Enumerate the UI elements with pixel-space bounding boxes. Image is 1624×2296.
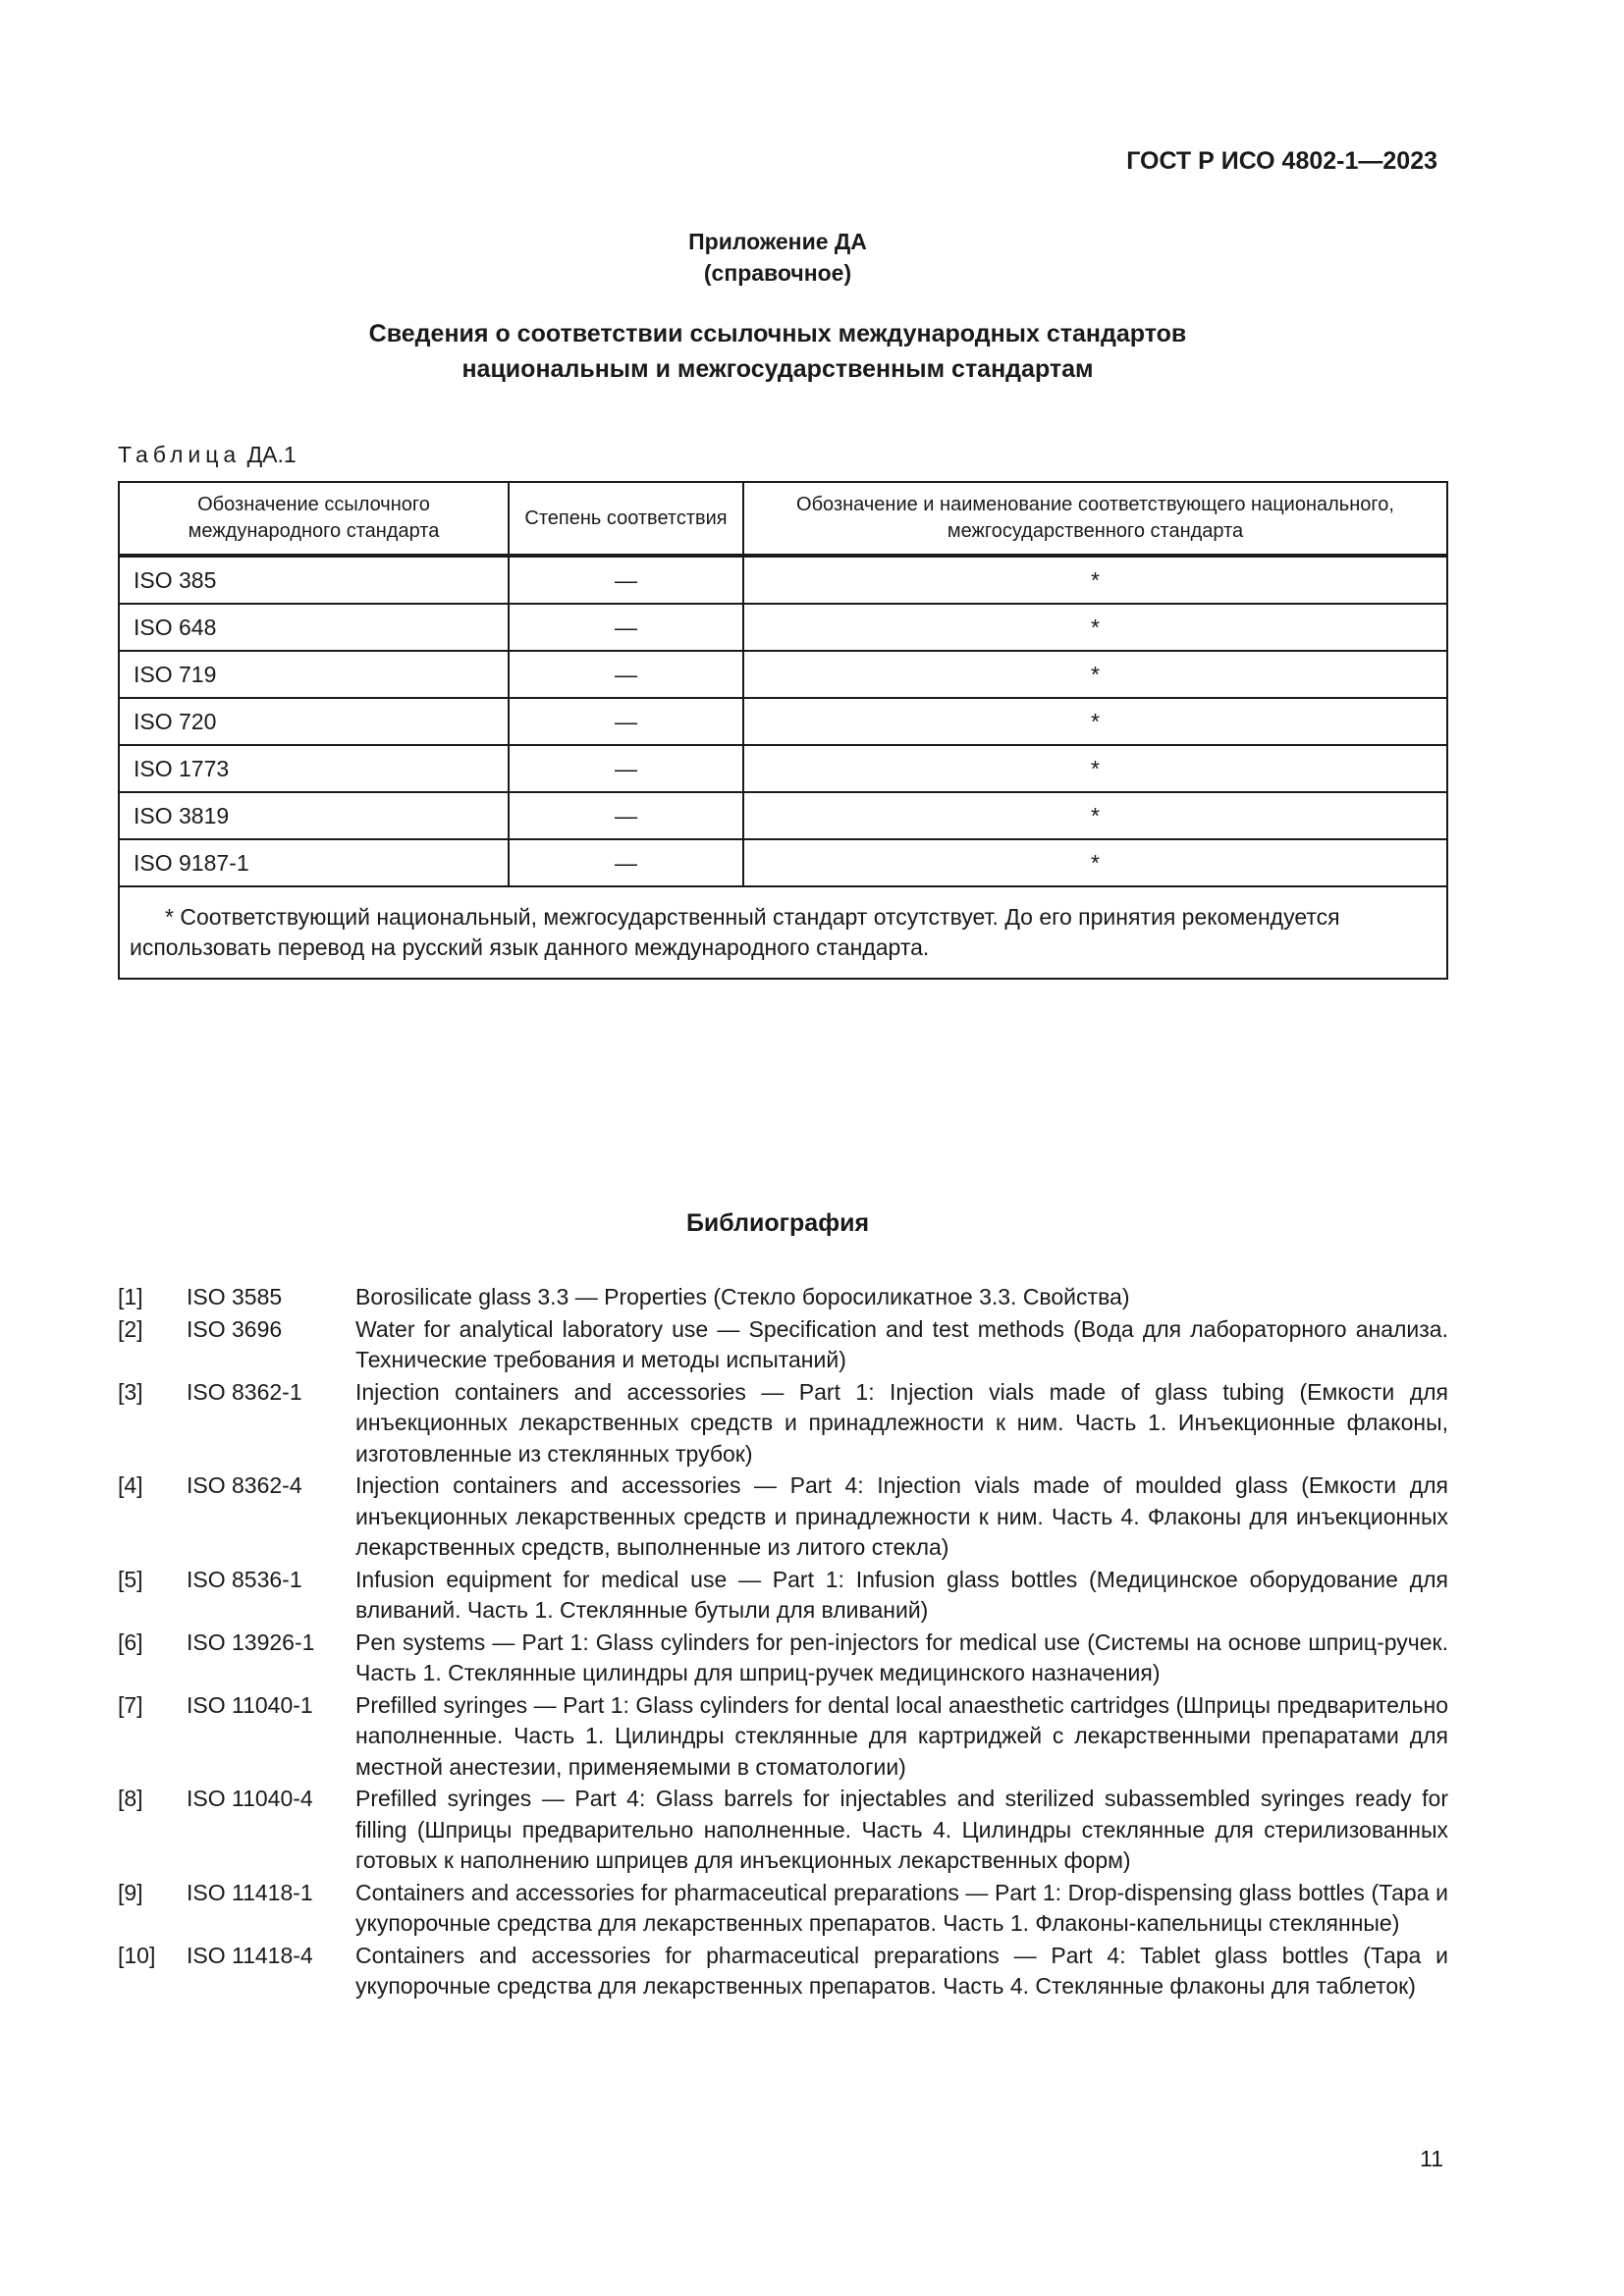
entry-number: [5] <box>118 1566 143 1592</box>
entry-title: Prefilled syringes — Part 4: Glass barrels for injectables and sterilized subassembled syringes ready for filling (Шприцы предварительно наполненные. Часть 4. Цилиндры стеклянные для стерилизованных готовых к наполнению шприцев для инъекционных лекарственных форм) <box>355 1786 1448 1873</box>
entry-standard-code: ISO 3696 <box>187 1315 283 1342</box>
national-standard-cell: * <box>743 556 1447 604</box>
entry-title: Pen systems — Part 1: Glass cylinders for pen-injectors for medical use (Системы на основе шприц-ручек. Часть 1. Стеклянные цилиндры для шприц-ручек медицинского назначения) <box>355 1629 1448 1685</box>
column-header-standard: Обозначение ссылочного международного стандарта <box>119 482 509 556</box>
entry-title: Prefilled syringes — Part 1: Glass cylinders for dental local anaesthetic cartridges (Шприцы предварительно наполненные. Часть 1. Цилиндры стеклянные для картриджей с лекарственными препаратами для местной анестезии, применяемыми в стоматологии) <box>355 1691 1448 1780</box>
table-caption-id: ДА.1 <box>246 442 297 467</box>
table-row <box>119 651 1447 698</box>
entry-standard-code: ISO 11040-4 <box>187 1786 313 1811</box>
bibliography-entry <box>118 1690 1448 1784</box>
bibliography-entry <box>118 1282 1448 1313</box>
degree-cell: — <box>509 839 743 886</box>
appendix-label: Приложение ДА <box>688 229 867 254</box>
section-title-line-1: Сведения о соответствии ссылочных международных стандартов <box>368 320 1187 347</box>
table-row <box>119 839 1447 886</box>
standard-cell: ISO 719 <box>119 651 509 698</box>
entry-number: [9] <box>118 1879 143 1905</box>
bibliography-entry <box>118 1314 1448 1376</box>
degree-cell: — <box>509 651 743 698</box>
degree-cell: — <box>509 556 743 604</box>
page-number: 11 <box>1420 2146 1443 2171</box>
appendix-heading <box>0 226 1555 289</box>
degree-cell: — <box>509 604 743 651</box>
entry-number: [8] <box>118 1786 143 1811</box>
table-row <box>119 698 1447 745</box>
entry-standard-code: ISO 8536-1 <box>187 1566 302 1592</box>
entry-number: [3] <box>118 1378 143 1405</box>
standard-cell: ISO 385 <box>119 556 509 604</box>
entry-title: Water for analytical laboratory use — Specification and test methods (Вода для лабораторного анализа. Технические требования и методы испытаний) <box>355 1315 1448 1372</box>
standard-cell: ISO 648 <box>119 604 509 651</box>
national-standard-cell: * <box>743 604 1447 651</box>
entry-number: [1] <box>118 1284 143 1309</box>
bibliography-list <box>118 1282 1448 2003</box>
standards-correspondence-table <box>118 481 1448 980</box>
standard-cell: ISO 720 <box>119 698 509 745</box>
table-caption <box>118 442 297 468</box>
national-standard-cell: * <box>743 745 1447 792</box>
section-title-line-2: национальным и межгосударственным стандартам <box>461 355 1094 383</box>
bibliography-entry <box>118 1878 1448 1940</box>
bibliography-entry <box>118 1941 1448 2002</box>
bibliography-entry <box>118 1470 1448 1564</box>
national-standard-cell: * <box>743 698 1447 745</box>
entry-number: [7] <box>118 1691 143 1718</box>
bibliography-entry <box>118 1377 1448 1470</box>
bibliography-entry <box>118 1784 1448 1877</box>
entry-number: [6] <box>118 1629 143 1655</box>
national-standard-cell: * <box>743 792 1447 839</box>
entry-title: Containers and accessories for pharmaceutical preparations — Part 4: Tablet glass bottles (Тара и укупорочные средства для лекарственных препаратов. Часть 4. Стеклянные флаконы для таблеток) <box>355 1942 1448 1999</box>
standard-cell: ISO 9187-1 <box>119 839 509 886</box>
degree-cell: — <box>509 745 743 792</box>
document-id: ГОСТ Р ИСО 4802-1—2023 <box>1126 147 1437 175</box>
table-row <box>119 604 1447 651</box>
section-title <box>0 316 1555 387</box>
table-footnote <box>119 886 1447 979</box>
table-footnote-row <box>119 886 1447 979</box>
standard-cell: ISO 3819 <box>119 792 509 839</box>
entry-number: [4] <box>118 1472 143 1498</box>
table-header-row <box>119 482 1447 556</box>
table-footnote-text: * Соответствующий национальный, межгосударственный стандарт отсутствует. До его принятия рекомендуется использовать перевод на русский язык данного международного стандарта. <box>130 904 1340 960</box>
national-standard-cell: * <box>743 839 1447 886</box>
table-row <box>119 556 1447 604</box>
column-header-national: Обозначение и наименование соответствующего национального, межгосударственного стандарта <box>743 482 1447 556</box>
degree-cell: — <box>509 698 743 745</box>
entry-standard-code: ISO 11040-1 <box>187 1691 313 1718</box>
table-caption-word: Таблица <box>118 442 242 467</box>
column-header-degree: Степень соответствия <box>509 482 743 556</box>
entry-standard-code: ISO 11418-4 <box>187 1942 313 1968</box>
entry-number: [10] <box>118 1942 156 1968</box>
bibliography-title: Библиография <box>685 1209 870 1237</box>
entry-title: Infusion equipment for medical use — Part 1: Infusion glass bottles (Медицинское оборудование для вливаний. Часть 1. Стеклянные бутыли для вливаний) <box>355 1566 1448 1623</box>
entry-title: Injection containers and accessories — Part 4: Injection vials made of moulded glass (Емкости для инъекционных лекарственных средств и принадлежности к ним. Часть 4. Флаконы для инъекционных лекарственных средств, выполненные из литого стекла) <box>355 1472 1448 1560</box>
table-row <box>119 792 1447 839</box>
entry-title: Containers and accessories for pharmaceutical preparations — Part 1: Drop-dispensing glass bottles (Тара и укупорочные средства для лекарственных препаратов. Часть 1. Флаконы-капельницы стеклянные) <box>355 1879 1448 1936</box>
table-row <box>119 745 1447 792</box>
entry-title: Injection containers and accessories — Part 1: Injection vials made of glass tubing (Емкости для инъекционных лекарственных средств и принадлежности к ним. Часть 1. Инъекционные флаконы, изготовленные из стеклянных трубок) <box>355 1378 1448 1467</box>
bibliography-entry <box>118 1565 1448 1627</box>
entry-standard-code: ISO 8362-1 <box>187 1378 302 1405</box>
entry-standard-code: ISO 11418-1 <box>187 1879 313 1905</box>
appendix-type: (справочное) <box>703 260 852 286</box>
degree-cell: — <box>509 792 743 839</box>
entry-title: Borosilicate glass 3.3 — Properties (Стекло боросиликатное 3.3. Свойства) <box>355 1284 1130 1309</box>
entry-standard-code: ISO 3585 <box>187 1284 283 1309</box>
national-standard-cell: * <box>743 651 1447 698</box>
bibliography-entry <box>118 1628 1448 1689</box>
standard-cell: ISO 1773 <box>119 745 509 792</box>
entry-standard-code: ISO 8362-4 <box>187 1472 302 1498</box>
entry-number: [2] <box>118 1315 143 1342</box>
entry-standard-code: ISO 13926-1 <box>187 1629 315 1655</box>
